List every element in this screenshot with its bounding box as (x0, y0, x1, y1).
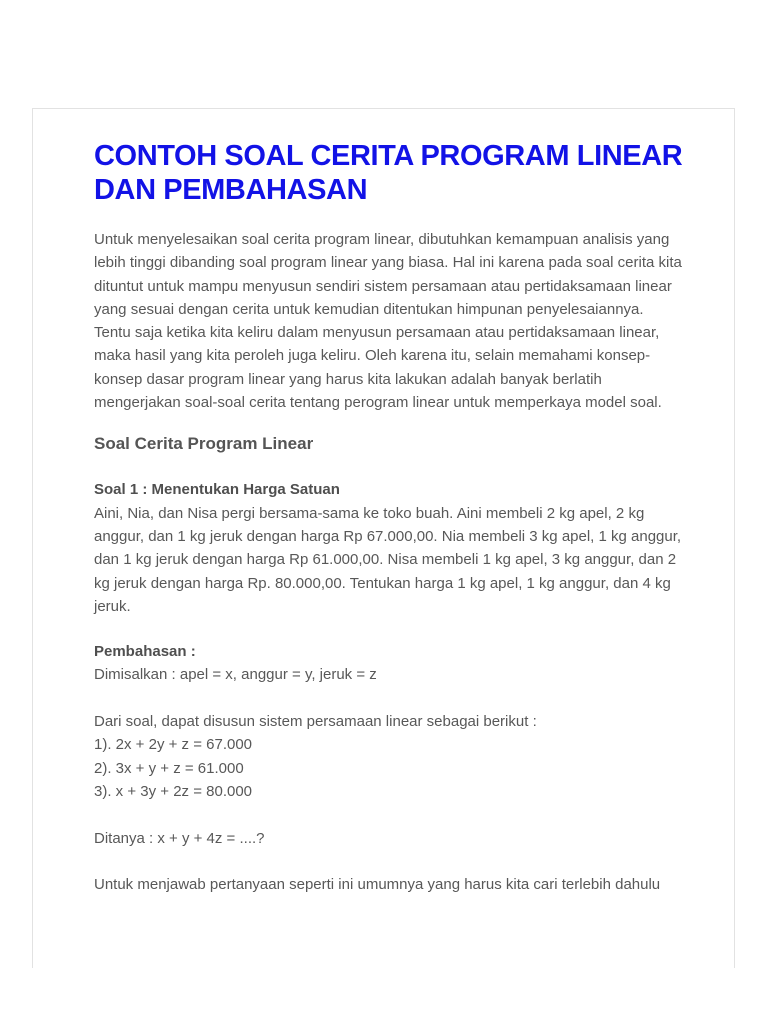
soal-1-block (94, 478, 684, 618)
pembahasan-block (94, 640, 684, 896)
equation-3: 3). x + 3y + 2z = 80.000 (94, 782, 253, 800)
soal-1-heading: Soal 1 : Menentukan Harga Satuan (94, 481, 340, 499)
penutup-line: Untuk menjawab pertanyaan seperti ini umumnya yang harus kita cari terlebih dahulu (94, 876, 661, 894)
soal-1-text: Aini, Nia, dan Nisa pergi bersama-sama ke toko buah. Aini membeli 2 kg apel, 2 kg anggur, dan 1 kg jeruk dengan harga Rp 67.000,00. Nia membeli 3 kg apel, 1 kg anggur, dan 1 kg jeruk dengan harga Rp 61.000,00. Nisa membeli 1 kg apel, 3 kg anggur, dan 2 kg jeruk dengan harga Rp. 80.000,00. Tentukan harga 1 kg apel, 1 kg anggur, dan 4 kg jeruk. (94, 504, 682, 615)
article-content (94, 139, 684, 896)
equation-2: 2). 3x + y + z = 61.000 (94, 759, 244, 777)
article-title: CONTOH SOAL CERITA PROGRAM LINEAR DAN PEMBAHASAN (94, 140, 683, 206)
ditanya-line: Ditanya : x + y + 4z = ....? (94, 829, 265, 847)
spacer (94, 850, 684, 873)
section-heading: Soal Cerita Program Linear (94, 434, 314, 454)
spacer (94, 803, 684, 826)
intro-paragraph: Untuk menyelesaikan soal cerita program linear, dibutuhkan kemampuan analisis yang lebih tinggi dibanding soal program linear yang biasa. Hal ini karena pada soal cerita kita dituntut untuk mampu menyusun sendiri sistem persamaan atau pertidaksamaan linear yang sesuai dengan cerita untuk kemudian ditentukan himpunan penyelesaiannya. Tentu saja ketika kita keliru dalam menyusun persamaan atau pertidaksamaan linear, maka hasil yang kita peroleh juga keliru. Oleh karena itu, selain memahami konsep-konsep dasar program linear yang harus kita lakukan adalah banyak berlatih mengerjakan soal-soal cerita tentang perogram linear untuk memperkaya model soal. (94, 231, 682, 412)
equation-1: 1). 2x + 2y + z = 67.000 (94, 736, 253, 754)
pembahasan-intro-sistem: Dari soal, dapat disusun sistem persamaan linear sebagai berikut : (94, 713, 537, 731)
document-page (32, 108, 735, 968)
spacer (94, 687, 684, 710)
pembahasan-misal: Dimisalkan : apel = x, anggur = y, jeruk = z (94, 666, 377, 684)
pembahasan-heading: Pembahasan : (94, 643, 196, 661)
